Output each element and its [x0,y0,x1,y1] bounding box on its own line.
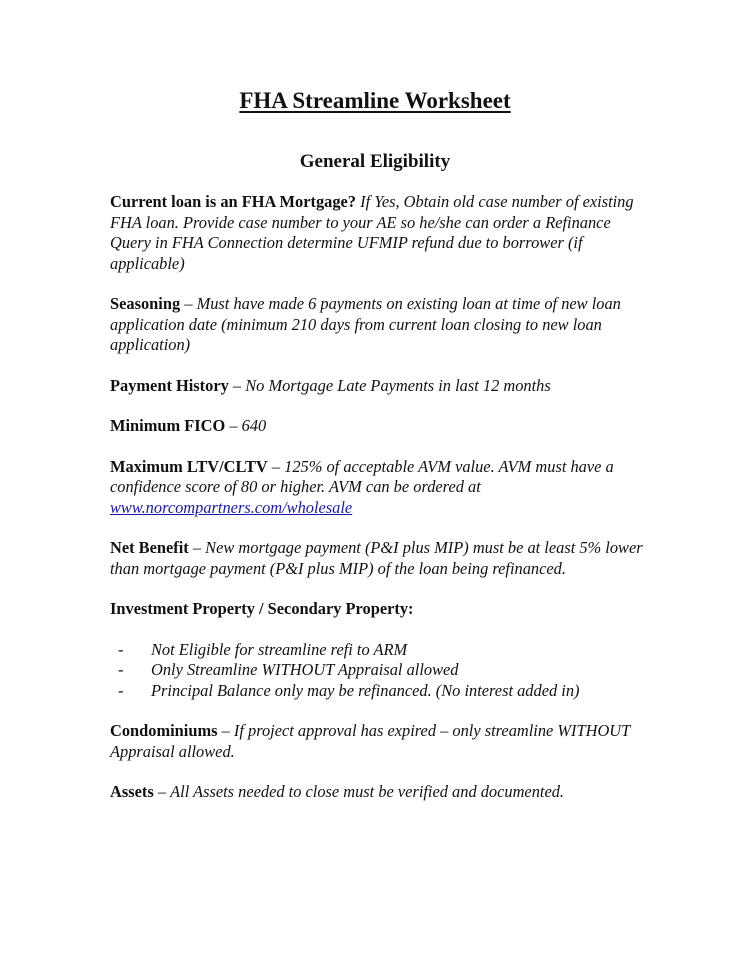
payment-history-separator: – [232,375,242,395]
net-benefit-label: Net Benefit [110,538,189,557]
bullet-text: Principal Balance only may be refinanced. (No interest added in) [151,680,580,700]
condominiums-text: If project approval has expired – only streamline WITHOUT Appraisal allowed. [110,721,630,761]
minimum-fico-label: Minimum FICO [110,416,226,435]
document-body [110,192,650,823]
assets-text: All Assets needed to close must be verified and documented. [170,782,565,801]
payment-history-label: Payment History [110,375,229,395]
payment-history-text: No Mortgage Late Payments in last 12 months [245,375,551,395]
bullet-text: Not Eligible for streamline refi to ARM [151,639,408,659]
list-item [118,681,650,702]
current-loan-text: If Yes, Obtain old case number of existing FHA loan. Provide case number to your AE so he/she can order a Refinance Query in FHA Connection determine UFMIP refund due to borrower (if applicable) [110,192,634,273]
bullet-dash: - [118,680,124,700]
minimum-fico-separator: – [229,416,238,435]
page-title: FHA Streamline Worksheet [239,88,511,113]
paragraph-max-ltv [110,457,650,519]
current-loan-label: Current loan is an FHA Mortgage? [110,192,356,211]
paragraph-minimum-fico [110,416,650,437]
max-ltv-separator: – [271,456,281,476]
net-benefit-separator: – [192,538,202,557]
bullet-text: Only Streamline WITHOUT Appraisal allowed [151,660,459,679]
max-ltv-text: 125% of acceptable AVM value. AVM must have a confidence score of 80 or higher. AVM can be ordered at [110,456,614,496]
seasoning-text: Must have made 6 payments on existing loan at time of new loan application date (minimum 210 days from current loan closing to new loan application) [110,294,621,354]
bullet-dash: - [118,660,124,679]
seasoning-label: Seasoning [110,294,181,313]
paragraph-seasoning [110,294,650,356]
paragraph-payment-history [110,376,650,397]
minimum-fico-value: 640 [241,416,267,435]
list-item [118,660,650,681]
investment-property-heading: Investment Property / Secondary Property: [110,599,414,618]
max-ltv-label: Maximum LTV/CLTV [110,456,268,476]
bullet-dash: - [118,639,124,659]
seasoning-separator: – [184,294,193,313]
section-subtitle: General Eligibility [299,151,451,172]
list-item [118,640,650,661]
condominiums-separator: – [221,721,230,740]
assets-separator: – [157,782,167,801]
investment-bullet-list [110,640,650,702]
assets-label: Assets [110,782,154,801]
paragraph-current-loan [110,192,650,274]
net-benefit-text: New mortgage payment (P&I plus MIP) must be at least 5% lower than mortgage payment (P&I plus MIP) of the loan being refinanced. [110,538,643,578]
avm-order-link[interactable]: www.norcompartners.com/wholesale [110,497,353,517]
paragraph-condominiums [110,721,650,762]
paragraph-assets [110,782,650,803]
paragraph-net-benefit [110,538,650,579]
condominiums-label: Condominiums [110,721,218,740]
